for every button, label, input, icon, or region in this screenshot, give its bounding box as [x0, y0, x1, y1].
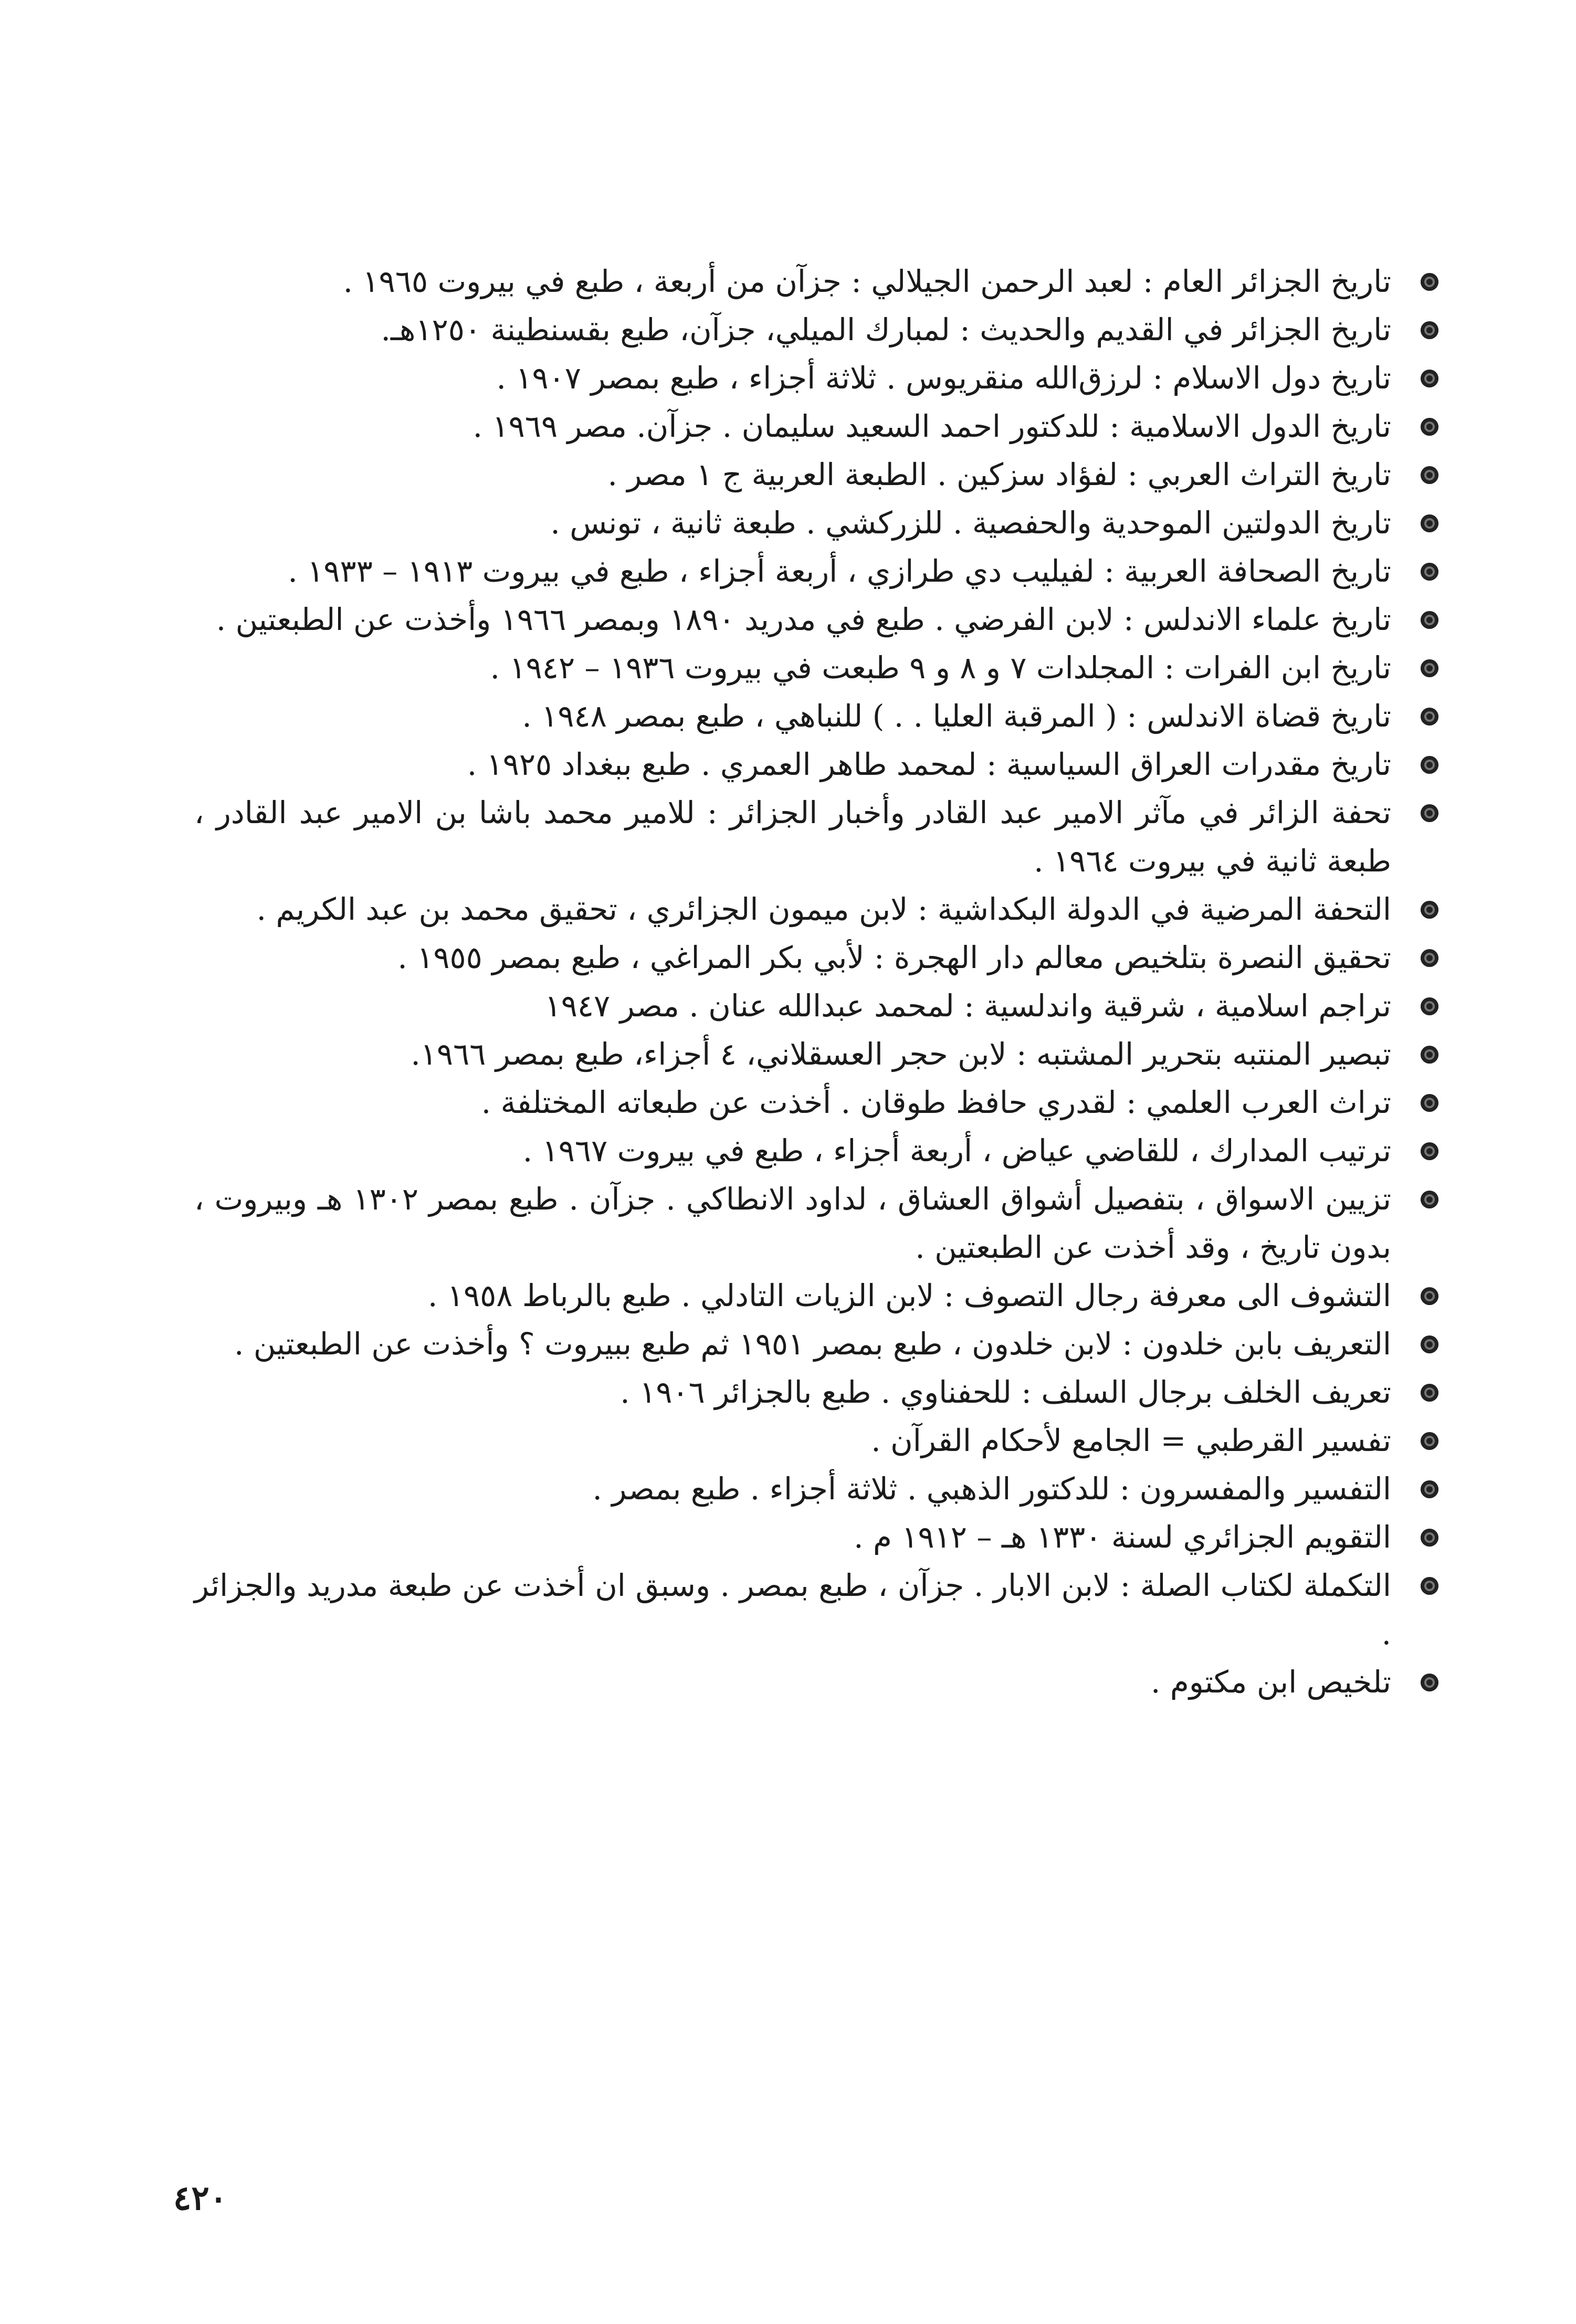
bullet-icon: [1421, 514, 1438, 532]
bibliography-entry: [194, 1513, 1438, 1561]
entry-text: تحقيق النصرة بتلخيص معالم دار الهجرة : لأبي بكر المراغي ، طبع بمصر ١٩٥٥ .: [397, 940, 1391, 975]
bullet-icon: [1421, 273, 1438, 291]
bibliography-entry: [194, 644, 1438, 692]
bibliography-entry: [194, 257, 1438, 306]
bibliography-entry: [194, 692, 1438, 740]
entry-text: تاريخ دول الاسلام : لرزق‌الله منقريوس . ثلاثة أجزاء ، طبع بمصر ١٩٠٧ .: [496, 360, 1391, 396]
bullet-icon: [1421, 708, 1438, 725]
bibliography-list: [194, 257, 1438, 1706]
bullet-icon: [1421, 1191, 1438, 1208]
entry-text: تزيين الاسواق ، بتفصيل أشواق العشاق ، لداود الانطاكي . جزآن . طبع بمصر ١٣٠٢ هـ وبيروت ، بدون تاريخ ، وقد أخذت عن الطبعتين .: [194, 1181, 1391, 1265]
bibliography-entry: [194, 788, 1438, 885]
bullet-icon: [1421, 1480, 1438, 1498]
entry-text: تاريخ قضاة الاندلس : ( المرقبة العليا . . ) للنباهي ، طبع بمصر ١٩٤٨ .: [522, 698, 1391, 734]
entry-text: التعريف بابن خلدون : لابن خلدون ، طبع بمصر ١٩٥١ ثم طبع ببيروت ؟ وأخذت عن الطبعتين .: [234, 1326, 1391, 1362]
bibliography-entry: [194, 1320, 1438, 1368]
bibliography-entry: [194, 306, 1438, 354]
bibliography-entry: [194, 1271, 1438, 1320]
entry-text: تاريخ الجزائر في القديم والحديث : لمبارك الميلي، جزآن، طبع بقسنطينة ١٢٥٠هـ.: [381, 312, 1391, 348]
bibliography-entry: [194, 354, 1438, 402]
bullet-icon: [1421, 1529, 1438, 1547]
bullet-icon: [1421, 611, 1438, 629]
bullet-icon: [1421, 1674, 1438, 1691]
entry-text: تاريخ الدولتين الموحدية والحفصية . للزركشي . طبعة ثانية ، تونس .: [550, 505, 1391, 541]
bibliography-entry: [194, 547, 1438, 595]
entry-text: تعريف الخلف برجال السلف : للحفناوي . طبع بالجزائر ١٩٠٦ .: [620, 1374, 1391, 1410]
bullet-icon: [1421, 1577, 1438, 1595]
entry-text: تراجم اسلامية ، شرقية واندلسية : لمحمد عبدالله عنان . مصر ١٩٤٧: [544, 988, 1391, 1024]
entry-text: تبصير المنتبه بتحرير المشتبه : لابن حجر العسقلاني، ٤ أجزاء، طبع بمصر ١٩٦٦.: [411, 1036, 1391, 1072]
entry-text: التشوف الى معرفة رجال التصوف : لابن الزيات التادلي . طبع بالرباط ١٩٥٨ .: [427, 1278, 1391, 1313]
entry-text: تفسير القرطبي = الجامع لأحكام القرآن .: [871, 1423, 1391, 1458]
entry-text: تاريخ مقدرات العراق السياسية : لمحمد طاهر العمري . طبع ببغداد ١٩٢٥ .: [467, 746, 1391, 782]
bullet-icon: [1421, 659, 1438, 677]
bullet-icon: [1421, 804, 1438, 822]
bullet-icon: [1421, 1432, 1438, 1450]
bibliography-entry: [194, 595, 1438, 644]
entry-text: تراث العرب العلمي : لقدري حافظ طوقان . أخذت عن طبعاته المختلفة .: [481, 1085, 1391, 1120]
bibliography-entry: [194, 1465, 1438, 1513]
bullet-icon: [1421, 418, 1438, 436]
entry-text: تاريخ ابن الفرات : المجلدات ٧ و ٨ و ٩ طبعت في بيروت ١٩٣٦ – ١٩٤٢ .: [490, 650, 1391, 686]
entry-text: التحفة المرضية في الدولة البكداشية : لابن ميمون الجزائري ، تحقيق محمد بن عبد الكريم .: [256, 891, 1391, 927]
bullet-icon: [1421, 901, 1438, 919]
bibliography-entry: [194, 933, 1438, 982]
bullet-icon: [1421, 949, 1438, 967]
entry-text: تاريخ علماء الاندلس : لابن الفرضي . طبع في مدريد ١٨٩٠ وبمصر ١٩٦٦ وأخذت عن الطبعتين .: [216, 602, 1391, 637]
bibliography-entry: [194, 402, 1438, 450]
bibliography-entry: [194, 1658, 1438, 1706]
bibliography-entry: [194, 1561, 1438, 1658]
entry-text: تلخيص ابن مكتوم .: [1151, 1664, 1391, 1700]
bullet-icon: [1421, 1094, 1438, 1112]
bibliography-entry: [194, 1416, 1438, 1465]
bibliography-entry: [194, 450, 1438, 499]
bibliography-entry: [194, 1030, 1438, 1078]
entry-text: التقويم الجزائري لسنة ١٣٣٠ هـ – ١٩١٢ م .: [854, 1519, 1391, 1555]
entry-text: تاريخ الصحافة العربية : لفيليب دي طرازي ، أربعة أجزاء ، طبع في بيروت ١٩١٣ – ١٩٣٣ .: [288, 553, 1391, 589]
bibliography-entry: [194, 1127, 1438, 1175]
bullet-icon: [1421, 1384, 1438, 1402]
entry-text: التكملة لكتاب الصلة : لابن الابار . جزآن ، طبع بمصر . وسبق ان أخذت عن طبعة مدريد والجزائر .: [194, 1568, 1391, 1652]
bullet-icon: [1421, 1142, 1438, 1160]
bibliography-entry: [194, 1078, 1438, 1127]
entry-text: ترتيب المدارك ، للقاضي عياض ، أربعة أجزاء ، طبع في بيروت ١٩٦٧ .: [522, 1133, 1391, 1169]
bullet-icon: [1421, 997, 1438, 1015]
bullet-icon: [1421, 321, 1438, 339]
bibliography-entry: [194, 885, 1438, 933]
bullet-icon: [1421, 1335, 1438, 1353]
bullet-icon: [1421, 756, 1438, 774]
bibliography-entry: [194, 1175, 1438, 1271]
entry-text: تاريخ الجزائر العام : لعبد الرحمن الجيلالي : جزآن من أربعة ، طبع في بيروت ١٩٦٥ .: [343, 264, 1391, 299]
entry-text: تحفة الزائر في مآثر الامير عبد القادر وأخبار الجزائر : للامير محمد باشا بن الامير عبد القادر ، طبعة ثانية في بيروت ١٩٦٤ .: [194, 795, 1391, 879]
entry-text: التفسير والمفسرون : للدكتور الذهبي . ثلاثة أجزاء . طبع بمصر .: [592, 1471, 1391, 1507]
bibliography-entry: [194, 1368, 1438, 1416]
bullet-icon: [1421, 370, 1438, 387]
bullet-icon: [1421, 466, 1438, 484]
entry-text: تاريخ التراث العربي : لفؤاد سزكين . الطبعة العربية ج ١ مصر .: [607, 457, 1391, 492]
page-number: ٤٢٠: [173, 2179, 228, 2218]
bibliography-entry: [194, 740, 1438, 788]
bibliography-entry: [194, 499, 1438, 547]
entry-text: تاريخ الدول الاسلامية : للدكتور احمد السعيد سليمان . جزآن. مصر ١٩٦٩ .: [472, 408, 1391, 444]
bullet-icon: [1421, 563, 1438, 581]
bullet-icon: [1421, 1287, 1438, 1305]
bibliography-entry: [194, 982, 1438, 1030]
bullet-icon: [1421, 1046, 1438, 1064]
